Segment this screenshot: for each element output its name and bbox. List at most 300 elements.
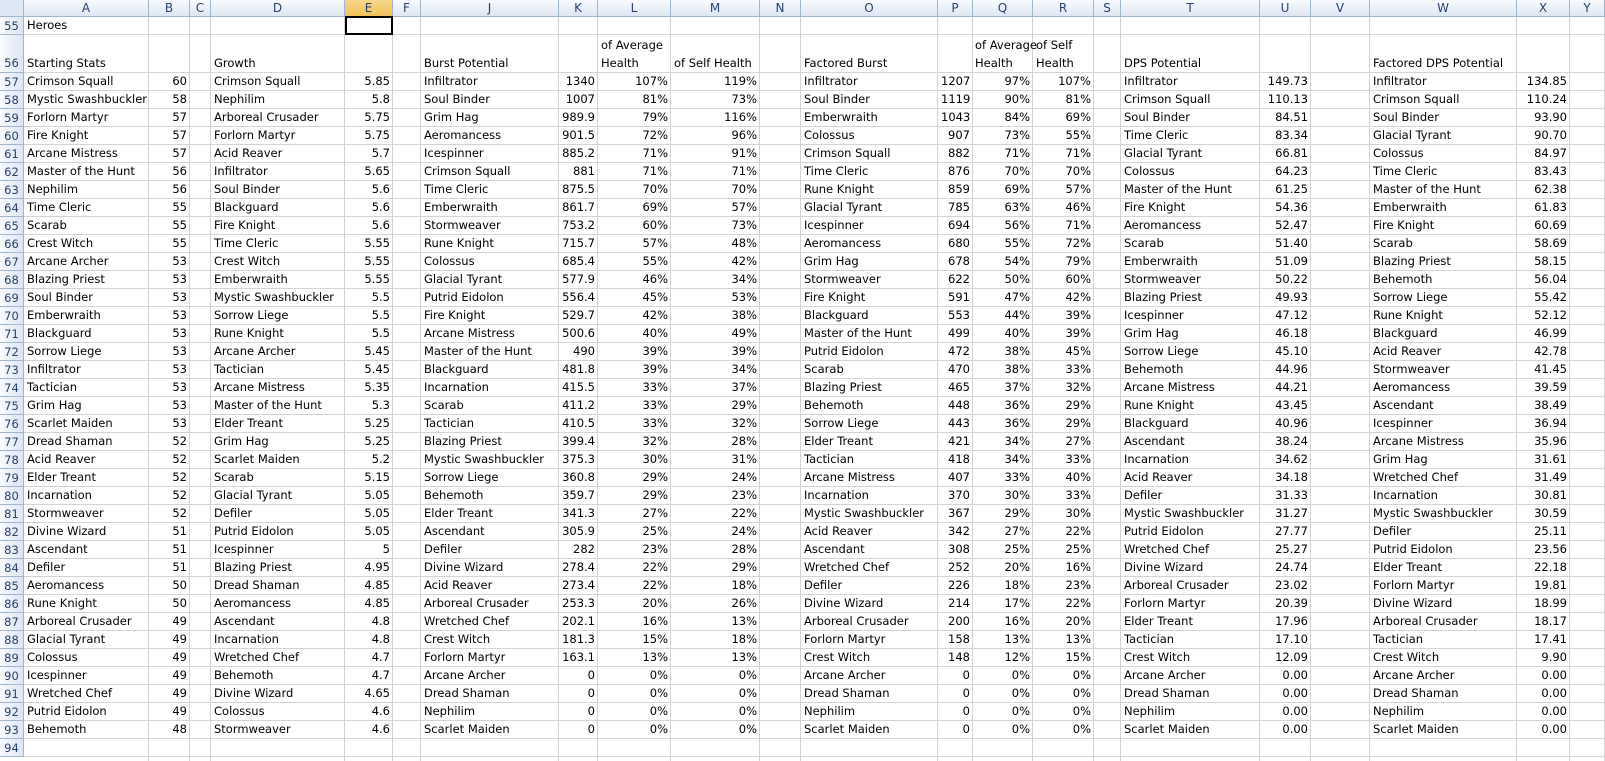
cell-Q82[interactable]: 27% (1004, 524, 1030, 538)
cell-B79[interactable]: 52 (172, 470, 187, 484)
cell-K86[interactable]: 253.3 (562, 596, 595, 610)
cell-Q67[interactable]: 54% (1004, 254, 1030, 268)
cell-U61[interactable]: 66.81 (1275, 146, 1308, 160)
cell-M91[interactable]: 0% (738, 686, 757, 700)
cell-K59[interactable]: 989.9 (562, 110, 595, 124)
cell-K84[interactable]: 278.4 (562, 560, 595, 574)
cell-T74[interactable]: Arcane Mistress (1124, 380, 1215, 394)
cell-J87[interactable]: Wretched Chef (424, 614, 509, 628)
cell-P93[interactable]: 0 (962, 722, 970, 736)
cell-J71[interactable]: Arcane Mistress (424, 326, 515, 340)
cell-P84[interactable]: 252 (948, 560, 970, 574)
cell-W66[interactable]: Scarab (1373, 236, 1413, 250)
cell-X75[interactable]: 38.49 (1534, 398, 1567, 412)
cell-D76[interactable]: Elder Treant (214, 416, 283, 430)
cell-T69[interactable]: Blazing Priest (1124, 290, 1202, 304)
cell-B70[interactable]: 53 (172, 308, 187, 322)
cell-M65[interactable]: 73% (731, 218, 757, 232)
cell-X74[interactable]: 39.59 (1534, 380, 1567, 394)
cell-O88[interactable]: Forlorn Martyr (804, 632, 886, 646)
cell-D88[interactable]: Incarnation (214, 632, 279, 646)
col-header-A[interactable]: A (24, 0, 149, 17)
cell-B59[interactable]: 57 (172, 110, 187, 124)
cell-T83[interactable]: Wretched Chef (1124, 542, 1209, 556)
cell-E72[interactable]: 5.45 (364, 344, 390, 358)
cell-T85[interactable]: Arboreal Crusader (1124, 578, 1229, 592)
cell-K64[interactable]: 861.7 (562, 200, 595, 214)
cell-K67[interactable]: 685.4 (562, 254, 595, 268)
cell-P74[interactable]: 465 (948, 380, 970, 394)
cell-R77[interactable]: 27% (1065, 434, 1091, 448)
cell-A70[interactable]: Emberwraith (27, 308, 101, 322)
cell-D89[interactable]: Wretched Chef (214, 650, 299, 664)
cell-M76[interactable]: 32% (731, 416, 757, 430)
cell-T79[interactable]: Acid Reaver (1124, 470, 1193, 484)
cell-D91[interactable]: Divine Wizard (214, 686, 294, 700)
cell-D85[interactable]: Dread Shaman (214, 578, 300, 592)
col-header-M[interactable]: M (671, 0, 760, 17)
cell-R64[interactable]: 46% (1065, 200, 1091, 214)
cell-D72[interactable]: Arcane Archer (214, 344, 296, 358)
cell-L69[interactable]: 45% (642, 290, 668, 304)
cell-L76[interactable]: 33% (642, 416, 668, 430)
cell-B63[interactable]: 56 (172, 182, 187, 196)
cell-A91[interactable]: Wretched Chef (27, 686, 112, 700)
cell-J81[interactable]: Elder Treant (424, 506, 493, 520)
cell-P87[interactable]: 200 (948, 614, 970, 628)
cell-L82[interactable]: 25% (642, 524, 668, 538)
cell-M67[interactable]: 42% (731, 254, 757, 268)
cell-K66[interactable]: 715.7 (562, 236, 595, 250)
cell-J88[interactable]: Crest Witch (424, 632, 491, 646)
cell-E68[interactable]: 5.55 (364, 272, 390, 286)
cell-A85[interactable]: Aeromancess (27, 578, 105, 592)
cell-L65[interactable]: 60% (642, 218, 668, 232)
cell-J84[interactable]: Divine Wizard (424, 560, 504, 574)
cell-L66[interactable]: 57% (642, 236, 668, 250)
cell-T88[interactable]: Tactician (1124, 632, 1175, 646)
cell-E74[interactable]: 5.35 (364, 380, 390, 394)
cell-O63[interactable]: Rune Knight (804, 182, 874, 196)
row-header-75[interactable]: 75 (0, 397, 24, 415)
cell-Q89[interactable]: 12% (1004, 650, 1030, 664)
cell-K87[interactable]: 202.1 (562, 614, 595, 628)
cell-T58[interactable]: Crimson Squall (1124, 92, 1211, 106)
cell-L59[interactable]: 79% (642, 110, 668, 124)
row-header-78[interactable]: 78 (0, 451, 24, 469)
cell-P86[interactable]: 214 (948, 596, 970, 610)
cell-A57[interactable]: Crimson Squall (27, 74, 114, 88)
row-header-89[interactable]: 89 (0, 649, 24, 667)
cell-U77[interactable]: 38.24 (1275, 434, 1308, 448)
cell-Q76[interactable]: 36% (1004, 416, 1030, 430)
cell-P91[interactable]: 0 (962, 686, 970, 700)
cell-U59[interactable]: 84.51 (1275, 110, 1308, 124)
cell-T80[interactable]: Defiler (1124, 488, 1163, 502)
cell-O67[interactable]: Grim Hag (804, 254, 859, 268)
cell-B58[interactable]: 58 (172, 92, 187, 106)
col-header-V[interactable]: V (1311, 0, 1370, 17)
cell-M82[interactable]: 24% (731, 524, 757, 538)
cell-U72[interactable]: 45.10 (1275, 344, 1308, 358)
cell-O78[interactable]: Tactician (804, 452, 855, 466)
cell-W79[interactable]: Wretched Chef (1373, 470, 1458, 484)
cell-W70[interactable]: Rune Knight (1373, 308, 1443, 322)
cell-T81[interactable]: Mystic Swashbuckler (1124, 506, 1245, 520)
cell-U64[interactable]: 54.36 (1275, 200, 1308, 214)
cell-U92[interactable]: 0.00 (1282, 704, 1308, 718)
cell-A69[interactable]: Soul Binder (27, 290, 93, 304)
cell-M70[interactable]: 38% (731, 308, 757, 322)
cell-L77[interactable]: 32% (642, 434, 668, 448)
cell-E84[interactable]: 4.95 (364, 560, 390, 574)
cell-W61[interactable]: Colossus (1373, 146, 1424, 160)
cell-J89[interactable]: Forlorn Martyr (424, 650, 506, 664)
row-header-94[interactable]: 94 (0, 739, 24, 757)
cell-O83[interactable]: Ascendant (804, 542, 865, 556)
cell-B57[interactable]: 60 (172, 74, 187, 88)
cell-M77[interactable]: 28% (731, 434, 757, 448)
cell-O69[interactable]: Fire Knight (804, 290, 866, 304)
cell-R67[interactable]: 79% (1065, 254, 1091, 268)
cell-L90[interactable]: 0% (649, 668, 668, 682)
cell-A81[interactable]: Stormweaver (27, 506, 104, 520)
col-header-S[interactable]: S (1094, 0, 1121, 17)
cell-M71[interactable]: 49% (731, 326, 757, 340)
cell-P90[interactable]: 0 (962, 668, 970, 682)
cell-K90[interactable]: 0 (587, 668, 595, 682)
cell-X60[interactable]: 90.70 (1534, 128, 1567, 142)
cell-Q83[interactable]: 25% (1004, 542, 1030, 556)
cell-L78[interactable]: 30% (642, 452, 668, 466)
cell-U58[interactable]: 110.13 (1267, 92, 1308, 106)
cell-K93[interactable]: 0 (587, 722, 595, 736)
cell-X67[interactable]: 58.15 (1534, 254, 1567, 268)
col-header-J[interactable]: J (421, 0, 559, 17)
cell-M87[interactable]: 13% (731, 614, 757, 628)
cell-D62[interactable]: Infiltrator (214, 164, 268, 178)
cell-L87[interactable]: 16% (642, 614, 668, 628)
cell-B89[interactable]: 49 (172, 650, 187, 664)
cell-K71[interactable]: 500.6 (562, 326, 595, 340)
cell-A79[interactable]: Elder Treant (27, 470, 96, 484)
cell-D68[interactable]: Emberwraith (214, 272, 288, 286)
cell-J78[interactable]: Mystic Swashbuckler (424, 452, 545, 466)
cell-P73[interactable]: 470 (948, 362, 970, 376)
cell-R81[interactable]: 30% (1065, 506, 1091, 520)
cell-R74[interactable]: 32% (1065, 380, 1091, 394)
cell-J73[interactable]: Blackguard (424, 362, 489, 376)
cell-A84[interactable]: Defiler (27, 560, 66, 574)
cell-P82[interactable]: 342 (948, 524, 970, 538)
cell-O89[interactable]: Crest Witch (804, 650, 871, 664)
cell-J93[interactable]: Scarlet Maiden (424, 722, 510, 736)
cell-B86[interactable]: 50 (172, 596, 187, 610)
cell-Q57[interactable]: 97% (1004, 74, 1030, 88)
cell-P79[interactable]: 407 (948, 470, 970, 484)
cell-D57[interactable]: Crimson Squall (214, 74, 301, 88)
cell-L91[interactable]: 0% (649, 686, 668, 700)
cell-J82[interactable]: Ascendant (424, 524, 485, 538)
row-header-81[interactable]: 81 (0, 505, 24, 523)
cell-P57[interactable]: 1207 (941, 74, 971, 88)
row-header-55[interactable]: 55 (0, 17, 24, 35)
cell-U78[interactable]: 34.62 (1275, 452, 1308, 466)
cell-U79[interactable]: 34.18 (1275, 470, 1308, 484)
cell-K79[interactable]: 360.8 (562, 470, 595, 484)
row-header-82[interactable]: 82 (0, 523, 24, 541)
cell-E82[interactable]: 5.05 (364, 524, 390, 538)
cell-J75[interactable]: Scarab (424, 398, 464, 412)
cell-L93[interactable]: 0% (649, 722, 668, 736)
cell-Q88[interactable]: 13% (1004, 632, 1030, 646)
cell-X80[interactable]: 30.81 (1534, 488, 1567, 502)
cell-T61[interactable]: Glacial Tyrant (1124, 146, 1203, 160)
cell-B90[interactable]: 49 (172, 668, 187, 682)
cell-B72[interactable]: 53 (172, 344, 187, 358)
cell-M62[interactable]: 71% (731, 164, 757, 178)
cell-D65[interactable]: Fire Knight (214, 218, 276, 232)
cell-O64[interactable]: Glacial Tyrant (804, 200, 883, 214)
cell-R58[interactable]: 81% (1065, 92, 1091, 106)
select-all-corner[interactable] (0, 0, 24, 17)
cell-P65[interactable]: 694 (948, 218, 970, 232)
cell-U85[interactable]: 23.02 (1275, 578, 1308, 592)
cell-T77[interactable]: Ascendant (1124, 434, 1185, 448)
cell-U74[interactable]: 44.21 (1275, 380, 1308, 394)
cell-X88[interactable]: 17.41 (1534, 632, 1567, 646)
col-header-K[interactable]: K (559, 0, 598, 17)
col-header-L[interactable]: L (598, 0, 671, 17)
cell-O71[interactable]: Master of the Hunt (804, 326, 912, 340)
cell-L60[interactable]: 72% (642, 128, 668, 142)
cell-K78[interactable]: 375.3 (562, 452, 595, 466)
cell-Q81[interactable]: 29% (1004, 506, 1030, 520)
cell-D92[interactable]: Colossus (214, 704, 265, 718)
cell-P71[interactable]: 499 (948, 326, 970, 340)
cell-B78[interactable]: 52 (172, 452, 187, 466)
cell-L84[interactable]: 22% (642, 560, 668, 574)
cell-U70[interactable]: 47.12 (1275, 308, 1308, 322)
cell-A74[interactable]: Tactician (27, 380, 78, 394)
cell-B81[interactable]: 52 (172, 506, 187, 520)
cell-X86[interactable]: 18.99 (1534, 596, 1567, 610)
cell-K68[interactable]: 577.9 (562, 272, 595, 286)
cell-W87[interactable]: Arboreal Crusader (1373, 614, 1478, 628)
cell-E81[interactable]: 5.05 (364, 506, 390, 520)
cell-D82[interactable]: Putrid Eidolon (214, 524, 294, 538)
cell-D74[interactable]: Arcane Mistress (214, 380, 305, 394)
cell-R87[interactable]: 20% (1065, 614, 1091, 628)
row-header-84[interactable]: 84 (0, 559, 24, 577)
cell-W69[interactable]: Sorrow Liege (1373, 290, 1448, 304)
cell-L74[interactable]: 33% (642, 380, 668, 394)
cell-B61[interactable]: 57 (172, 146, 187, 160)
cell-X93[interactable]: 0.00 (1541, 722, 1567, 736)
cell-K88[interactable]: 181.3 (562, 632, 595, 646)
cell-T60[interactable]: Time Cleric (1124, 128, 1189, 142)
cell-B69[interactable]: 53 (172, 290, 187, 304)
cell-Q58[interactable]: 90% (1004, 92, 1030, 106)
col-header-F[interactable]: F (393, 0, 421, 17)
cell-E77[interactable]: 5.25 (364, 434, 390, 448)
cell-A61[interactable]: Arcane Mistress (27, 146, 118, 160)
cell-Q93[interactable]: 0% (1011, 722, 1030, 736)
cell-T73[interactable]: Behemoth (1124, 362, 1184, 376)
cell-A75[interactable]: Grim Hag (27, 398, 82, 412)
cell-B80[interactable]: 52 (172, 488, 187, 502)
cell-P58[interactable]: 1119 (941, 92, 971, 106)
cell-D93[interactable]: Stormweaver (214, 722, 291, 736)
cell-J76[interactable]: Tactician (424, 416, 475, 430)
cell-K80[interactable]: 359.7 (562, 488, 595, 502)
cell-L88[interactable]: 15% (642, 632, 668, 646)
cell-X65[interactable]: 60.69 (1534, 218, 1567, 232)
cell-P60[interactable]: 907 (948, 128, 970, 142)
cell-E71[interactable]: 5.5 (371, 326, 390, 340)
cell-P77[interactable]: 421 (948, 434, 970, 448)
cell-X82[interactable]: 25.11 (1534, 524, 1567, 538)
cell-X68[interactable]: 56.04 (1534, 272, 1567, 286)
cell-R75[interactable]: 29% (1065, 398, 1091, 412)
cell-X62[interactable]: 83.43 (1534, 164, 1567, 178)
col-header-Q[interactable]: Q (973, 0, 1033, 17)
cell-Q84[interactable]: 20% (1004, 560, 1030, 574)
cell-X72[interactable]: 42.78 (1534, 344, 1567, 358)
cell-X70[interactable]: 52.12 (1534, 308, 1567, 322)
cell-M61[interactable]: 91% (731, 146, 757, 160)
cell-E67[interactable]: 5.55 (364, 254, 390, 268)
row-header-76[interactable]: 76 (0, 415, 24, 433)
cell-U86[interactable]: 20.39 (1275, 596, 1308, 610)
cell-D86[interactable]: Aeromancess (214, 596, 292, 610)
cell-U75[interactable]: 43.45 (1275, 398, 1308, 412)
cell-O80[interactable]: Incarnation (804, 488, 869, 502)
cell-M78[interactable]: 31% (731, 452, 757, 466)
cell-J77[interactable]: Blazing Priest (424, 434, 502, 448)
cell-R89[interactable]: 15% (1065, 650, 1091, 664)
cell-M72[interactable]: 39% (731, 344, 757, 358)
cell-D61[interactable]: Acid Reaver (214, 146, 283, 160)
row-header-77[interactable]: 77 (0, 433, 24, 451)
cell-B62[interactable]: 56 (172, 164, 187, 178)
cell-E85[interactable]: 4.85 (364, 578, 390, 592)
cell-K62[interactable]: 881 (573, 164, 595, 178)
cell-U84[interactable]: 24.74 (1275, 560, 1308, 574)
cell-U62[interactable]: 64.23 (1275, 164, 1308, 178)
cell-D78[interactable]: Scarlet Maiden (214, 452, 300, 466)
cell-W65[interactable]: Fire Knight (1373, 218, 1435, 232)
cell-B92[interactable]: 49 (172, 704, 187, 718)
cell-E89[interactable]: 4.7 (371, 650, 390, 664)
cell-O70[interactable]: Blackguard (804, 308, 869, 322)
col-header-E[interactable]: E (345, 0, 393, 17)
cell-W67[interactable]: Blazing Priest (1373, 254, 1451, 268)
cell-W83[interactable]: Putrid Eidolon (1373, 542, 1453, 556)
cell-P63[interactable]: 859 (948, 182, 970, 196)
col-header-R[interactable]: R (1033, 0, 1094, 17)
cell-M58[interactable]: 73% (731, 92, 757, 106)
cell-W58[interactable]: Crimson Squall (1373, 92, 1460, 106)
cell-X79[interactable]: 31.49 (1534, 470, 1567, 484)
cell-Q60[interactable]: 73% (1004, 128, 1030, 142)
cell-D77[interactable]: Grim Hag (214, 434, 269, 448)
cell-O60[interactable]: Colossus (804, 128, 855, 142)
cell-D58[interactable]: Nephilim (214, 92, 266, 106)
cell-O72[interactable]: Putrid Eidolon (804, 344, 884, 358)
cell-A78[interactable]: Acid Reaver (27, 452, 96, 466)
cell-D70[interactable]: Sorrow Liege (214, 308, 289, 322)
cell-A63[interactable]: Nephilim (27, 182, 79, 196)
cell-L61[interactable]: 71% (642, 146, 668, 160)
cell-E64[interactable]: 5.6 (371, 200, 390, 214)
cell-E86[interactable]: 4.85 (364, 596, 390, 610)
cell-T75[interactable]: Rune Knight (1124, 398, 1194, 412)
cell-O77[interactable]: Elder Treant (804, 434, 873, 448)
cell-P83[interactable]: 308 (948, 542, 970, 556)
cell-D71[interactable]: Rune Knight (214, 326, 284, 340)
cell-L89[interactable]: 13% (642, 650, 668, 664)
row-header-85[interactable]: 85 (0, 577, 24, 595)
cell-O84[interactable]: Wretched Chef (804, 560, 889, 574)
cell-B88[interactable]: 49 (172, 632, 187, 646)
cell-T66[interactable]: Scarab (1124, 236, 1164, 250)
cell-A67[interactable]: Arcane Archer (27, 254, 109, 268)
cell-O92[interactable]: Nephilim (804, 704, 856, 718)
cell-W90[interactable]: Arcane Archer (1373, 668, 1455, 682)
row-header-61[interactable]: 61 (0, 145, 24, 163)
cell-A87[interactable]: Arboreal Crusader (27, 614, 132, 628)
cell-Q63[interactable]: 69% (1004, 182, 1030, 196)
cell-P66[interactable]: 680 (948, 236, 970, 250)
row-header-57[interactable]: 57 (0, 73, 24, 91)
cell-X92[interactable]: 0.00 (1541, 704, 1567, 718)
cell-D67[interactable]: Crest Witch (214, 254, 281, 268)
cell-P68[interactable]: 622 (948, 272, 970, 286)
cell-A66[interactable]: Crest Witch (27, 236, 94, 250)
row-header-87[interactable]: 87 (0, 613, 24, 631)
cell-B60[interactable]: 57 (172, 128, 187, 142)
cell-D79[interactable]: Scarab (214, 470, 254, 484)
cell-O68[interactable]: Stormweaver (804, 272, 881, 286)
cell-O76[interactable]: Sorrow Liege (804, 416, 879, 430)
cell-E93[interactable]: 4.6 (371, 722, 390, 736)
cell-P92[interactable]: 0 (962, 704, 970, 718)
cell-T84[interactable]: Divine Wizard (1124, 560, 1204, 574)
cell-L80[interactable]: 29% (642, 488, 668, 502)
cell-L58[interactable]: 81% (642, 92, 668, 106)
cell-D84[interactable]: Blazing Priest (214, 560, 292, 574)
cell-U80[interactable]: 31.33 (1275, 488, 1308, 502)
cell-M74[interactable]: 37% (731, 380, 757, 394)
cell-K75[interactable]: 411.2 (562, 398, 595, 412)
cell-R65[interactable]: 71% (1065, 218, 1091, 232)
row-header-70[interactable]: 70 (0, 307, 24, 325)
cell-T90[interactable]: Arcane Archer (1124, 668, 1206, 682)
col-header-N[interactable]: N (760, 0, 801, 17)
cell-R83[interactable]: 25% (1065, 542, 1091, 556)
cell-L92[interactable]: 0% (649, 704, 668, 718)
cell-T89[interactable]: Crest Witch (1124, 650, 1191, 664)
cell-E92[interactable]: 4.6 (371, 704, 390, 718)
cell-U76[interactable]: 40.96 (1275, 416, 1308, 430)
cell-O61[interactable]: Crimson Squall (804, 146, 891, 160)
cell-M59[interactable]: 116% (724, 110, 757, 124)
cell-J60[interactable]: Aeromancess (424, 128, 502, 142)
row-header-91[interactable]: 91 (0, 685, 24, 703)
cell-Q91[interactable]: 0% (1011, 686, 1030, 700)
cell-O90[interactable]: Arcane Archer (804, 668, 886, 682)
